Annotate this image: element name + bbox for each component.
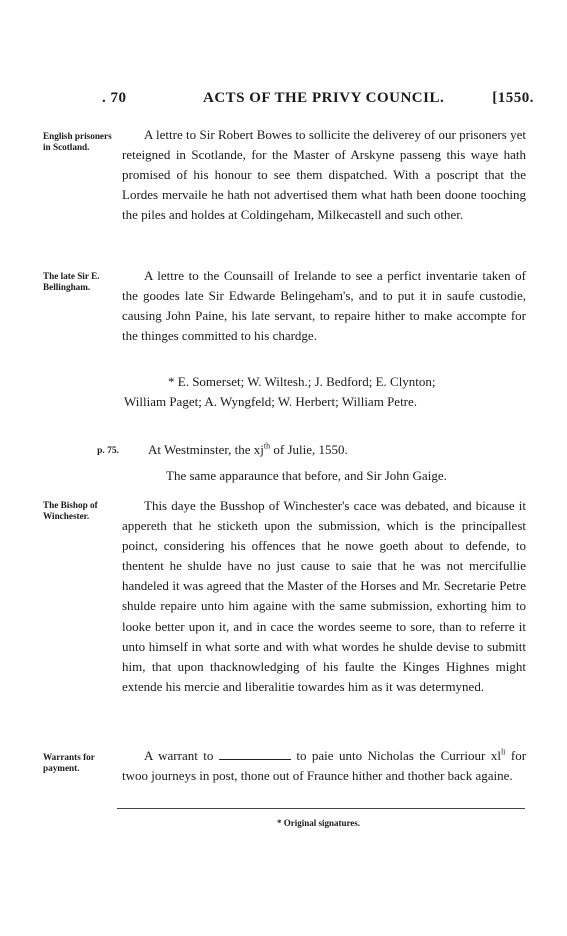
footnote-rule bbox=[117, 808, 525, 809]
margin-note-bishop: The Bishop of Winchester. bbox=[43, 500, 98, 521]
warrant-text-middle: to paie unto Nicholas the Curriour xl bbox=[296, 748, 501, 763]
signatures-line-1: * E. Somerset; W. Wiltesh.; J. Bedford; E. Clynton; bbox=[168, 374, 436, 389]
entry-bellingham: A lettre to the Counsaill of Irelande to see a perfict inventarie taken of the goodes late Sir Edwarde Belingeham's, and to put it in saufe custodie, causing John Paine, his late servant, to repaire hither to make accompte for the thinges committed to his chardge. bbox=[122, 268, 526, 344]
meeting-attendance: The same apparaunce that before, and Sir John Gaige. bbox=[166, 468, 447, 483]
margin-note-bellingham: The late Sir E. Bellingham. bbox=[43, 271, 100, 292]
margin-note-english-prisoners: English prisoners in Scotland. bbox=[43, 131, 112, 152]
meeting-heading bbox=[148, 440, 348, 460]
signatures-line-2: William Paget; A. Wyngfeld; W. Herbert; William Petre. bbox=[124, 394, 418, 409]
entry-english-prisoners: A lettre to Sir Robert Bowes to sollicite the deliverey of our prisoners yet reteigned in Scotlande, for the Master of Arskyne passeng this waye hath promised of his honour to see them dispatched. With a poscript that the Lordes mervaile he hath not advertised them what hath been doone tooching the piles and holdes at Coldingeham, Milkecastell and such other. bbox=[122, 127, 526, 223]
entry-warrant bbox=[122, 746, 526, 786]
running-title: ACTS OF THE PRIVY COUNCIL. bbox=[203, 90, 445, 106]
meeting-heading-suffix: of Julie, 1550. bbox=[270, 442, 348, 457]
page-number: . 70 bbox=[102, 90, 127, 106]
warrant-text-start: A warrant to bbox=[144, 748, 214, 763]
meeting-heading-prefix: At Westminster, the xj bbox=[148, 442, 264, 457]
blank-line bbox=[219, 750, 291, 760]
footnote: * Original signatures. bbox=[276, 818, 361, 828]
entry-bishop-of-winchester: This daye the Busshop of Winchester's cace was debated, and bicause it appereth that he sticketh upon the submission, which is the principallest poinct, considering his offences that he nowe goeth about to defende, to thentent he shulde have no just cause to saie that he was not mercifullie handeled it was agreed that the Master of the Horses and Mr. Secretarie Petre shulde repaire unto him againe with the same submission, exhorting him to looke better upon it, and in cace the wordes seeme to sore, than to referre it unto himself in what sorte and with what wordes he shulde devise to submitt him, that upon thacknowledging of his faulte the Kinges Highnes might extende his mercie and liberalitie towardes him as it was determyned. bbox=[122, 498, 526, 694]
warrant-sup: li bbox=[500, 747, 506, 757]
header-year: [1550. bbox=[492, 90, 534, 106]
page-reference: p. 75. bbox=[97, 446, 119, 456]
warrant-text-end: for twoo journeys in post, thone out of Fraunce hither and thother back againe. bbox=[122, 748, 527, 784]
meeting-heading-sup: th bbox=[263, 441, 271, 451]
margin-note-warrants: Warrants for payment. bbox=[43, 752, 95, 773]
running-header bbox=[0, 90, 567, 110]
